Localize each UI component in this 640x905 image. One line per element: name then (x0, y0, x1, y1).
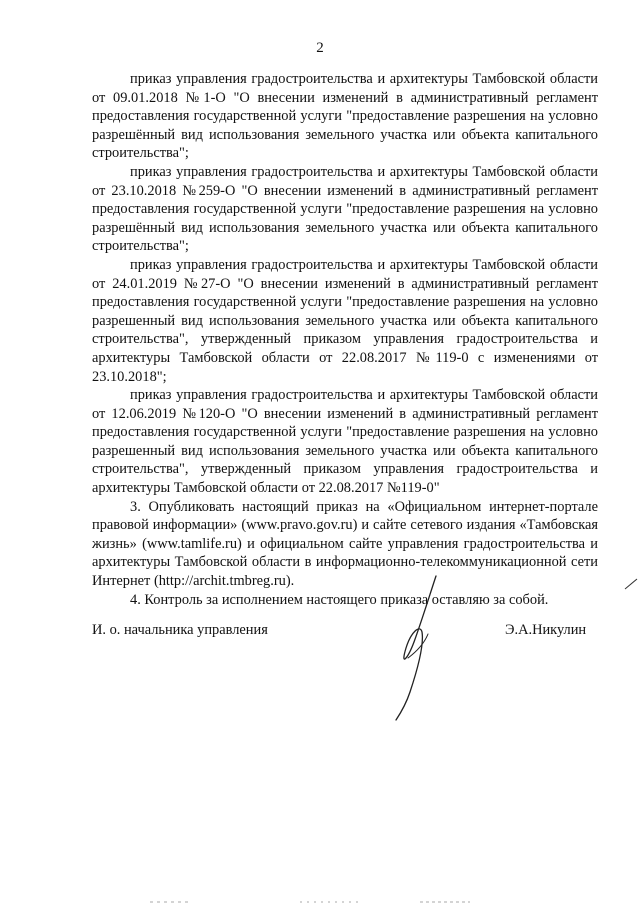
handwritten-signature (378, 572, 468, 722)
paragraph-order-2018-01: приказ управления градостроительства и архитектуры Тамбовской области от 09.01.2018 №1-О "О внесении изменений в административный регламент предоставления государственной услуги "предоставление разрешения на условно разрешённый вид использования земельного участка или объекта капитального строительства"; (92, 71, 598, 162)
scan-edge-artifact (0, 898, 640, 905)
paragraph-order-2019-01: приказ управления градостроительства и архитектуры Тамбовской области от 24.01.2019 №27-О "О внесении изменений в административный регламент предоставления государственной услуги "предоставление разрешения на условно разрешенный вид использования земельного участка или объекта капитального строительства", утвержденный приказом управления градостроительства и архитектуры Тамбовской области от 22.08.2017 №119-0 с изменениями от 23.10.2018"; (92, 256, 598, 385)
signatory-role: И. о. начальника управления (92, 622, 268, 638)
document-body (92, 70, 598, 609)
paragraph-order-2019-06: приказ управления градостроительства и архитектуры Тамбовской области от 12.06.2019 №120-О "О внесении изменений в административный регламент предоставления государственной услуги "предоставление разрешения на условно разрешенный вид использования земельного участка или объекта капитального строительства", утвержденный приказом управления градостроительства и архитектуры Тамбовской области от 22.08.2017 №119-0" (92, 387, 598, 497)
paragraph-order-2018-10: приказ управления градостроительства и архитектуры Тамбовской области от 23.10.2018 №259-О "О внесении изменений в административный регламент предоставления государственной услуги "предоставление разрешения на условно разрешённый вид использования земельного участка или объекта капитального строительства"; (92, 163, 598, 255)
signatory-name: Э.А.Никулин (505, 622, 587, 638)
margin-mark (624, 578, 638, 590)
paragraph-control: 4. Контроль за исполнением настоящего приказа оставляю за собой. (130, 591, 549, 608)
page-number: 2 (316, 40, 324, 56)
paragraph-publication: 3. Опубликовать настоящий приказ на «Официальном интернет-портале правовой информации» (www.pravo.gov.ru) и сайте сетевого издания «Тамбовская жизнь» (www.tamlife.ru) и официальном сайте управления градостроительства и архитектуры Тамбовской области в информационно-телекоммуникационной сети Интернет (http://archit.tmbreg.ru). (92, 498, 598, 590)
